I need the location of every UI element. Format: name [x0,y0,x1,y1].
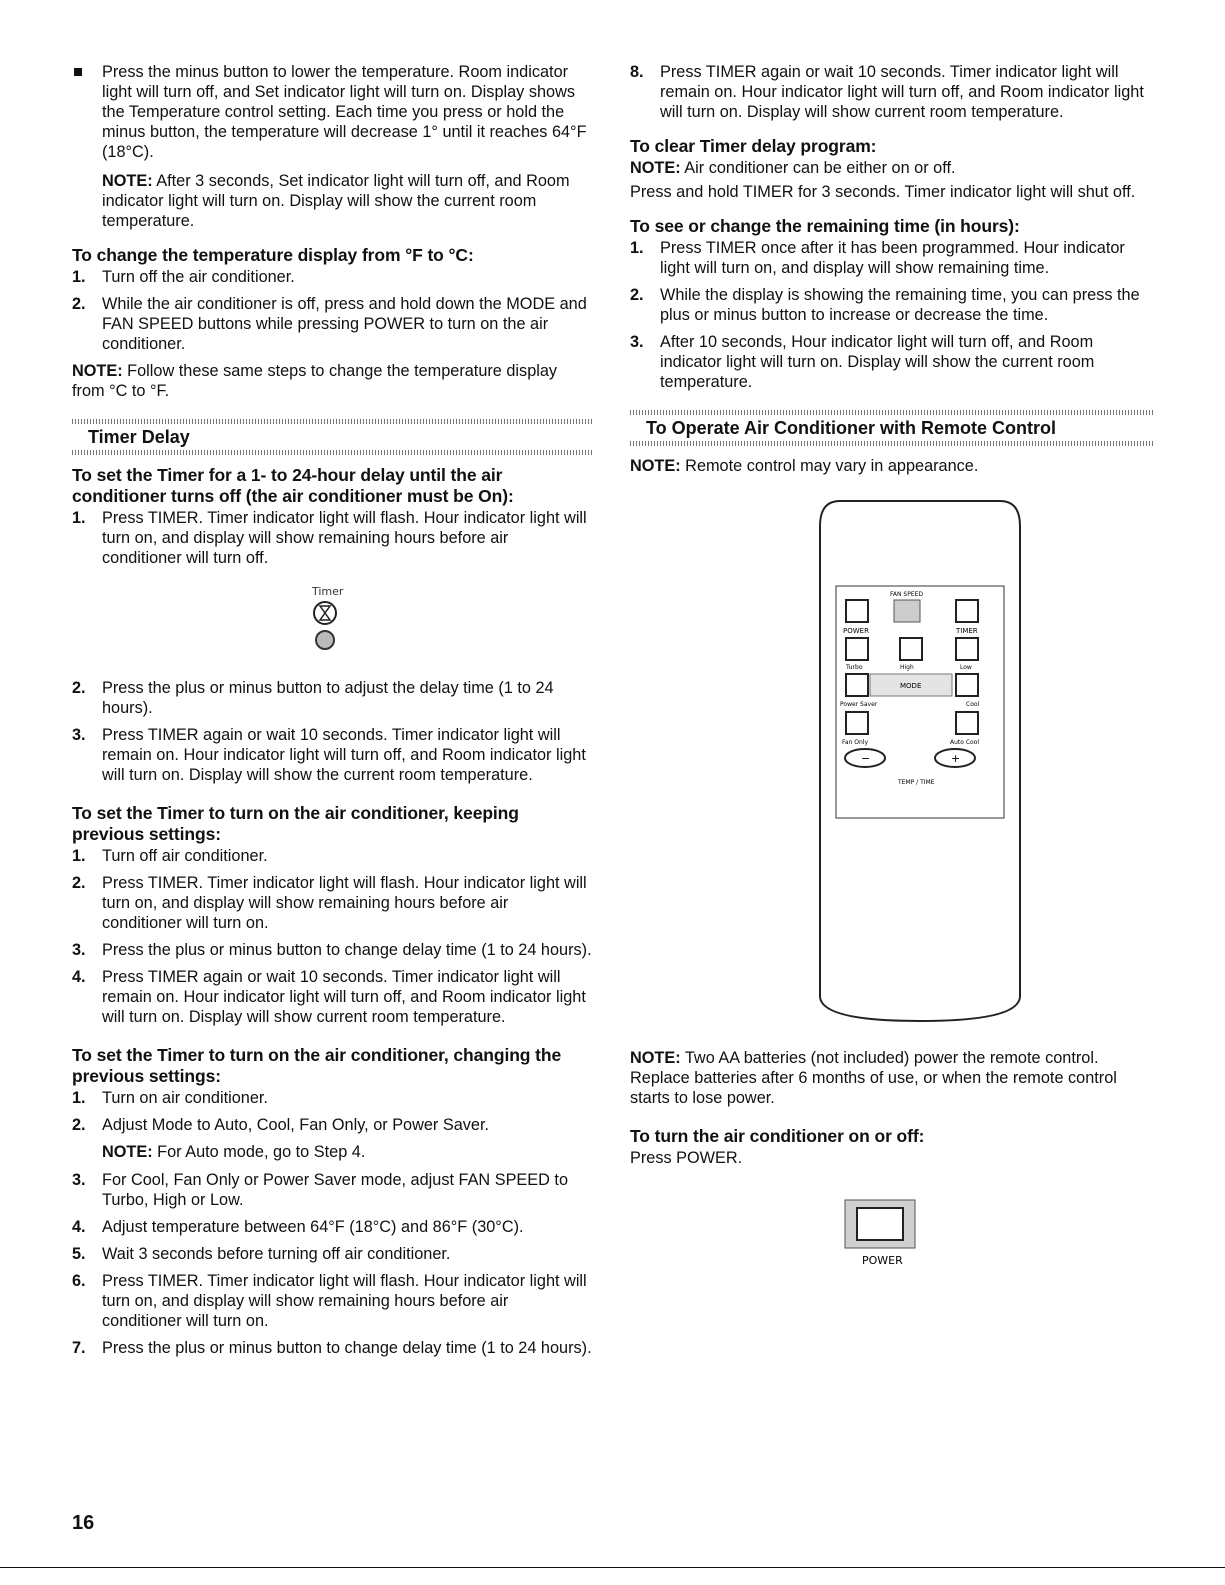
list-item: 1. Press TIMER. Timer indicator light will flash. Hour indicator light will turn on, and display will show remaining hours before air conditioner will turn off. [72,509,587,567]
list-item: 4. Press TIMER again or wait 10 seconds. Timer indicator light will remain on. Hour indicator light will turn off, and Room indicator light will turn on. Display will show current room temperature. [72,968,586,1026]
note-auto-mode: NOTE: For Auto mode, go to Step 4. [102,1143,366,1161]
page-number: 16 [72,1512,95,1534]
section-timer-delay: Timer Delay [72,419,592,455]
heading-timer-off: To set the Timer for a 1- to 24-hour delay until the air conditioner turns off (the air conditioner must be On): [72,465,514,506]
remote-high-button[interactable] [900,638,922,660]
list-item: 2. While the air conditioner is off, press and hold down the MODE and FAN SPEED buttons while pressing POWER to turn on the air conditioner. [72,295,587,353]
remote-fan-only-button[interactable] [846,712,868,734]
remote-power-button[interactable] [846,600,868,622]
list-item: 2. Adjust Mode to Auto, Cool, Fan Only, or Power Saver. [72,1116,490,1134]
note-set-indicator: NOTE: After 3 seconds, Set indicator light will turn off, and Room indicator light will turn on. Display will show the current room temperature. [102,172,570,230]
remote-minus-label: − [861,752,871,765]
power-button-illustration [840,1198,920,1268]
bullet-square-icon [74,68,82,76]
list-item: 8. Press TIMER again or wait 10 seconds. Timer indicator light will remain on. Hour indicator light will turn off, and Room indicator light will turn on. Display will show current room temperature. [630,63,1144,121]
remote-auto-cool-button[interactable] [956,712,978,734]
remote-power-saver-button[interactable] [846,674,868,696]
heading-change-display: To change the temperature display from °F to °C: [72,245,474,265]
right-column [630,62,1155,1278]
list-item: 7. Press the plus or minus button to change delay time (1 to 24 hours). [72,1339,592,1357]
remote-low-label: Low [960,664,972,671]
list-item: 1. Turn off air conditioner. [72,847,268,865]
list-item: 2. Press the plus or minus button to adjust the delay time (1 to 24 hours). [72,679,554,717]
list-item: 4. Adjust temperature between 64°F (18°C) and 86°F (30°C). [72,1218,524,1236]
heading-on-off: To turn the air conditioner on or off: [630,1126,925,1146]
heading-clear-timer: To clear Timer delay program: [630,136,877,156]
section-remote-control: To Operate Air Conditioner with Remote Control [630,410,1155,446]
power-button-figure [630,1198,1155,1278]
remote-low-button[interactable] [956,638,978,660]
press-power-text: Press POWER. [630,1149,743,1167]
list-item: 1. Press TIMER once after it has been programmed. Hour indicator light will turn on, and display will show remaining time. [630,239,1125,277]
note-clear-timer: NOTE: Air conditioner can be either on or off. [630,159,956,177]
remote-fan-speed-label: FAN SPEED [890,591,924,598]
remote-control-illustration [810,496,1030,1026]
remote-mode-label: MODE [900,682,922,690]
heading-remaining-time: To see or change the remaining time (in hours): [630,216,1020,236]
clear-timer-text: Press and hold TIMER for 3 seconds. Timer indicator light will shut off. [630,183,1136,201]
list-item: 6. Press TIMER. Timer indicator light will flash. Hour indicator light will turn on, and display will show remaining hours before air conditioner will turn on. [72,1272,587,1330]
heading-timer-change: To set the Timer to turn on the air conditioner, changing the previous settings: [72,1045,562,1086]
bottom-rule [0,1567,1225,1568]
remote-high-label: High [900,664,914,671]
timer-label: Timer [312,585,344,598]
remote-auto-cool-label: Auto Cool [950,739,980,746]
list-item: 3. For Cool, Fan Only or Power Saver mode, adjust FAN SPEED to Turbo, High or Low. [72,1171,569,1209]
power-label: POWER [862,1254,903,1267]
note-batteries: NOTE: Two AA batteries (not included) power the remote control. Replace batteries after 6 months of use, or when the remote control starts to lose power. [630,1049,1117,1107]
remote-cool-label: Cool [966,701,980,708]
heading-timer-keep: To set the Timer to turn on the air conditioner, keeping previous settings: [72,803,519,844]
list-item: 3. Press the plus or minus button to change delay time (1 to 24 hours). [72,941,592,959]
remote-turbo-button[interactable] [846,638,868,660]
timer-button-figure [72,582,592,672]
remote-fan-only-label: Fan Only [842,739,869,746]
minus-button-bullet: Press the minus button to lower the temperature. Room indicator light will turn off, and Set indicator light will turn on. Display shows the Temperature control setting. Each time you press or hold the minus button, the temperature will decrease 1° until it reaches 64°F (18°C). [72,62,592,162]
remote-power-saver-label: Power Saver [840,701,878,708]
remote-power-label: POWER [843,627,869,635]
note-change-display: NOTE: Follow these same steps to change the temperature display from °C to °F. [72,362,558,400]
remote-control-figure [810,496,1030,1026]
list-item: 2. Press TIMER. Timer indicator light will flash. Hour indicator light will turn on, and display will show remaining hours before air conditioner will turn on. [72,874,587,932]
remote-temp-time-label: TEMP / TIME [898,779,935,786]
note-remote-appearance: NOTE: Remote control may vary in appearance. [630,457,979,475]
list-item: 1. Turn off the air conditioner. [72,268,295,286]
list-item: 2. While the display is showing the remaining time, you can press the plus or minus button to increase or decrease the time. [630,286,1140,324]
hourglass-icon [300,598,360,668]
list-item: 3. Press TIMER again or wait 10 seconds. Timer indicator light will remain on. Hour indicator light will turn off, and Room indicator light will turn on. Display will show the current room temperature. [72,726,586,784]
power-button[interactable] [857,1208,903,1240]
remote-turbo-label: Turbo [846,664,863,671]
remote-fan-speed-button[interactable] [894,600,920,622]
remote-timer-button[interactable] [956,600,978,622]
remote-cool-button[interactable] [956,674,978,696]
left-column [72,62,592,1365]
list-item: 3. After 10 seconds, Hour indicator light will turn off, and Room indicator light will turn on. Display will show the current room temperature. [630,333,1095,391]
remote-plus-label: + [951,752,961,765]
list-item: 5. Wait 3 seconds before turning off air conditioner. [72,1245,451,1263]
remote-timer-label: TIMER [956,627,978,635]
list-item: 1. Turn on air conditioner. [72,1089,268,1107]
